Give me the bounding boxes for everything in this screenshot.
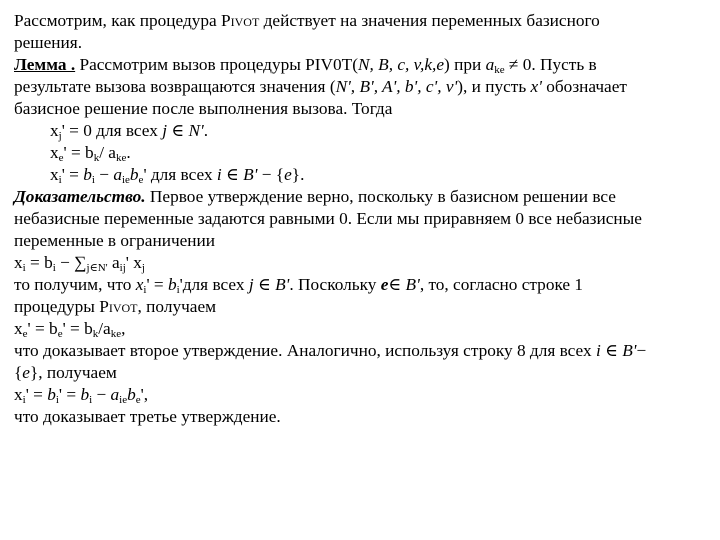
proof-label: Доказательство. <box>14 187 146 206</box>
text-line: результате вызова возвращаются значения (N', B', A', b', c', v'), и пусть x' обозначает <box>14 77 627 96</box>
slide-text <box>14 10 714 428</box>
lemma-line: Лемма . Рассмотрим вызов процедуры PIV0T(N, B, c, v,k,e) при $a_{ke} \ne 0$. Пусть в <box>14 55 597 76</box>
text-line: переменные в ограничении <box>14 231 216 250</box>
formula-line: $x_i = b_i - \sum_{j\in N'}$ $a_{ij}'$ $x_j$ <box>14 253 145 274</box>
formula-line: $x_j' = 0$ для всех j ∈ N'. <box>50 121 209 142</box>
text-line: небазисные переменные задаются равными 0. Если мы приравняем 0 все небазисные <box>14 209 642 228</box>
text-line: решения. <box>14 33 83 52</box>
pivot-name: Pivot <box>99 297 138 316</box>
formula-line: $x_e' = b_k/$ $a_{ke}$. <box>50 143 131 164</box>
text-line: то получим, что $x_i' = b_i'для$ всех j ∈ B'. Поскольку e∈ B', то, согласно строке 1 <box>14 275 584 296</box>
pivot-name: Pivot <box>221 11 260 30</box>
formula-line: $x_i' = b_i' = b_i - a_{ie}b_e'$, <box>14 385 149 406</box>
proof-line: Доказательство. Первое утверждение верно, поскольку в базисном решении все <box>14 187 616 206</box>
text-line: что доказывает третье утверждение. <box>14 407 281 426</box>
text-line: базисное решение после выполнения вызова. Тогда <box>14 99 393 118</box>
text-line: что доказывает второе утверждение. Аналогично, используя строку 8 для всех i ∈ B'− <box>14 341 647 360</box>
text-line: процедуры Pivot, получаем <box>14 297 217 316</box>
text-line: Рассмотрим, как процедура Pivot действует на значения переменных базисного <box>14 11 600 30</box>
lemma-label: Лемма . <box>14 55 76 74</box>
formula-line: $x_i' = b_i - a_{ie}b_e'$ для всех i ∈ B' − {e}. <box>50 165 305 186</box>
formula-line: $x_e' = b_e' = b_k/a_{ke}$, <box>14 319 126 340</box>
text-line: {e}, получаем <box>14 363 117 382</box>
